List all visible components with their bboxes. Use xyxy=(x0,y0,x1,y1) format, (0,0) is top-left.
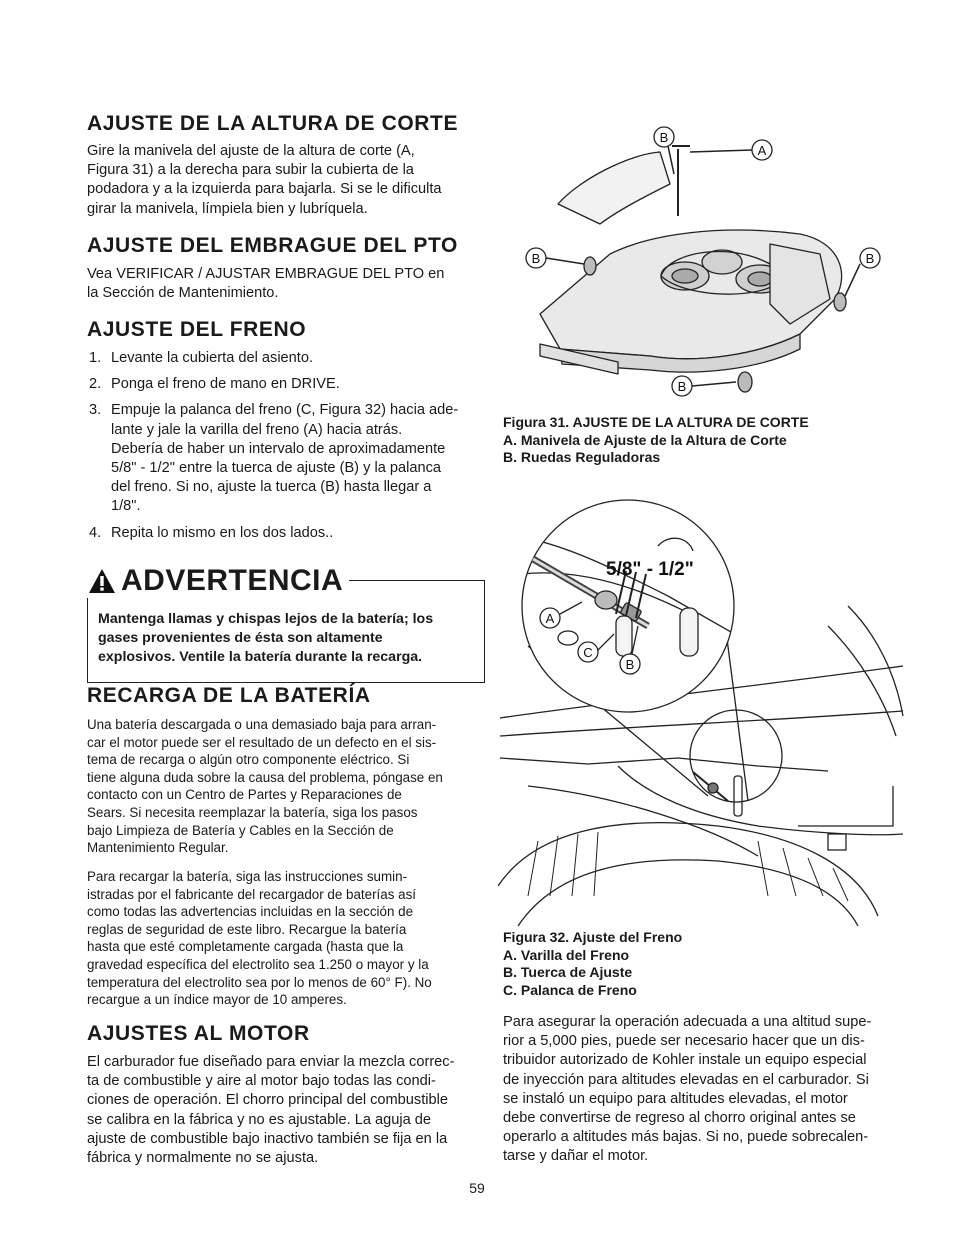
motor-text xyxy=(87,1053,497,1168)
text-line: girar la manivela, límpiela bien y lubríquela. xyxy=(87,200,368,217)
text-line: ta de combustible y aire al motor bajo todas las condi- xyxy=(87,1073,436,1090)
text-line: Para asegurar la operación adecuada a una altitud supe- xyxy=(503,1014,872,1030)
callout-label: B xyxy=(865,251,875,266)
text-line: Repita lo mismo en los dos lados.. xyxy=(111,524,334,541)
text-line: recargue a un índice mayor de 10 amperes. xyxy=(87,992,347,1008)
list-item xyxy=(87,375,487,394)
list-item xyxy=(87,349,487,368)
caption-line: B. Tuerca de Ajuste xyxy=(503,964,633,980)
page-number: 59 xyxy=(469,1180,485,1196)
pto-text xyxy=(87,265,487,303)
figure-32-caption xyxy=(503,929,682,999)
text-line: temperatura del electrolito sea por lo menos de 60° F). No xyxy=(87,974,432,990)
text-line: se instaló un equipo para altitudes elevadas, el motor xyxy=(503,1090,848,1107)
text-line: Mantenimiento Regular. xyxy=(87,840,229,856)
callout-label: B xyxy=(677,379,687,394)
list-item xyxy=(87,401,487,516)
warning-header xyxy=(87,564,349,598)
text-line: reglas de seguridad de este libro. Recargue la batería xyxy=(87,921,407,937)
text-line: debe convertirse de regreso al chorro original antes se xyxy=(503,1110,856,1127)
text-line: contacto con un Centro de Partes y Reparaciones de xyxy=(87,787,402,803)
figure-31-caption xyxy=(503,414,809,467)
text-line: Gire la manivela del ajuste de la altura de corte (A, xyxy=(87,143,415,159)
caption-line: Figura 32. Ajuste del Freno xyxy=(503,929,683,945)
text-line: ajuste de combustible bajo inactivo también se fija en la xyxy=(87,1130,448,1147)
battery-para-2 xyxy=(87,868,487,1009)
text-line: Figura 31) a la derecha para subir la cubierta de la xyxy=(87,162,414,179)
text-line: explosivos. Ventile la batería durante la recarga. xyxy=(98,649,423,665)
text-line: podadora y a la izquierda para bajarla. Si se le dificulta xyxy=(87,181,442,198)
altitude-text xyxy=(503,1013,903,1167)
text-line: tema de recarga o algún otro componente eléctrico. Si xyxy=(87,752,410,768)
callout-label: C xyxy=(583,645,593,660)
brake-steps xyxy=(87,349,487,550)
text-line: hasta que esté completamente cargada (hasta que la xyxy=(87,939,404,955)
callout-label: B xyxy=(531,251,541,266)
list-item xyxy=(87,524,487,543)
text-line: Vea VERIFICAR / AJUSTAR EMBRAGUE DEL PTO en xyxy=(87,266,445,282)
caption-line: Figura 31. AJUSTE DE LA ALTURA DE CORTE xyxy=(503,414,809,430)
caption-line: A. Varilla del Freno xyxy=(503,946,630,963)
gap-measurement-label: 5/8" - 1/2" xyxy=(606,559,694,580)
step-number: 3. xyxy=(89,402,102,419)
callout-label: A xyxy=(545,611,555,626)
battery-para-1 xyxy=(87,716,487,857)
text-line: como todas las advertencias incluidas en la sección de xyxy=(87,904,414,920)
heading-battery: RECARGA DE LA BATERÍA xyxy=(87,684,371,707)
step-number: 4. xyxy=(89,524,102,541)
text-line: Ponga el freno de mano en DRIVE. xyxy=(111,376,340,393)
text-line: de inyección para altitudes elevadas en el carburador. Si xyxy=(503,1071,869,1088)
step-number: 1. xyxy=(89,350,102,366)
text-line: fábrica y normalmente no se ajusta. xyxy=(87,1150,319,1167)
text-line: gases provenientes de ésta son altamente xyxy=(98,630,383,646)
caption-line: A. Manivela de Ajuste de la Altura de Corte xyxy=(503,431,787,448)
cut-height-text xyxy=(87,142,487,219)
text-line: tribuidor autorizado de Kohler instale un equipo especial xyxy=(503,1052,867,1069)
text-line: lante y jale la varilla del freno (A) hacia atrás. xyxy=(111,421,403,438)
warning-title: ADVERTENCIA xyxy=(121,564,344,597)
text-line: gravedad específica del electrolito sea 1.250 o mayor y la xyxy=(87,956,429,972)
text-line: se calibra en la fábrica y no es ajustable. La aguja de xyxy=(87,1111,431,1128)
callout-label: A xyxy=(757,143,767,158)
heading-cut-height: AJUSTE DE LA ALTURA DE CORTE xyxy=(87,112,459,135)
text-line: tarse y dañar el motor. xyxy=(503,1148,649,1165)
callout-label: B xyxy=(625,657,635,672)
text-line: Sears. Si necesita reemplazar la batería, siga los pasos xyxy=(87,804,418,820)
text-line: tiene alguna duda sobre la causa del problema, póngase en xyxy=(87,769,443,785)
text-line: operarlo a altitudes más bajas. Si no, puede sobrecalen- xyxy=(503,1129,869,1146)
caption-line: C. Palanca de Freno xyxy=(503,981,637,998)
text-line: istradas por el fabricante del recargador de baterías así xyxy=(87,886,416,902)
text-line: 5/8" - 1/2" entre la tuerca de ajuste (B) y la palanca xyxy=(111,460,441,477)
text-line: rior a 5,000 pies, puede ser necesario hacer que un dis- xyxy=(503,1033,865,1050)
text-line: Mantenga llamas y chispas lejos de la batería; los xyxy=(98,611,434,627)
text-line: Empuje la palanca del freno (C, Figura 32) hacia ade- xyxy=(111,402,459,419)
warning-text xyxy=(98,610,478,667)
warning-triangle-icon xyxy=(87,567,117,595)
text-line: Una batería descargada o una demasiado baja para arran- xyxy=(87,717,437,732)
text-line: Levante la cubierta del asiento. xyxy=(111,350,314,366)
callout-label: B xyxy=(659,130,669,145)
text-line: 1/8". xyxy=(111,498,141,515)
heading-motor: AJUSTES AL MOTOR xyxy=(87,1022,310,1045)
text-line: la Sección de Mantenimiento. xyxy=(87,285,279,302)
text-line: bajo Limpieza de Batería y Cables en la Sección de xyxy=(87,822,394,838)
heading-brake: AJUSTE DEL FRENO xyxy=(87,318,307,341)
text-line: car el motor puede ser el resultado de un defecto en el sis- xyxy=(87,734,437,750)
text-line: ciones de operación. El chorro principal del combustible xyxy=(87,1092,448,1109)
step-number: 2. xyxy=(89,376,102,393)
heading-pto: AJUSTE DEL EMBRAGUE DEL PTO xyxy=(87,234,458,257)
text-line: Para recargar la batería, siga las instrucciones sumin- xyxy=(87,869,408,884)
text-line: El carburador fue diseñado para enviar la mezcla correc- xyxy=(87,1054,455,1070)
caption-line: B. Ruedas Reguladoras xyxy=(503,449,661,465)
figure-32-illustration xyxy=(498,496,906,932)
text-line: del freno. Si no, ajuste la tuerca (B) hasta llegar a xyxy=(111,479,432,496)
text-line: Debería de haber un intervalo de aproximadamente xyxy=(111,440,446,457)
figure-31-illustration xyxy=(500,124,900,406)
